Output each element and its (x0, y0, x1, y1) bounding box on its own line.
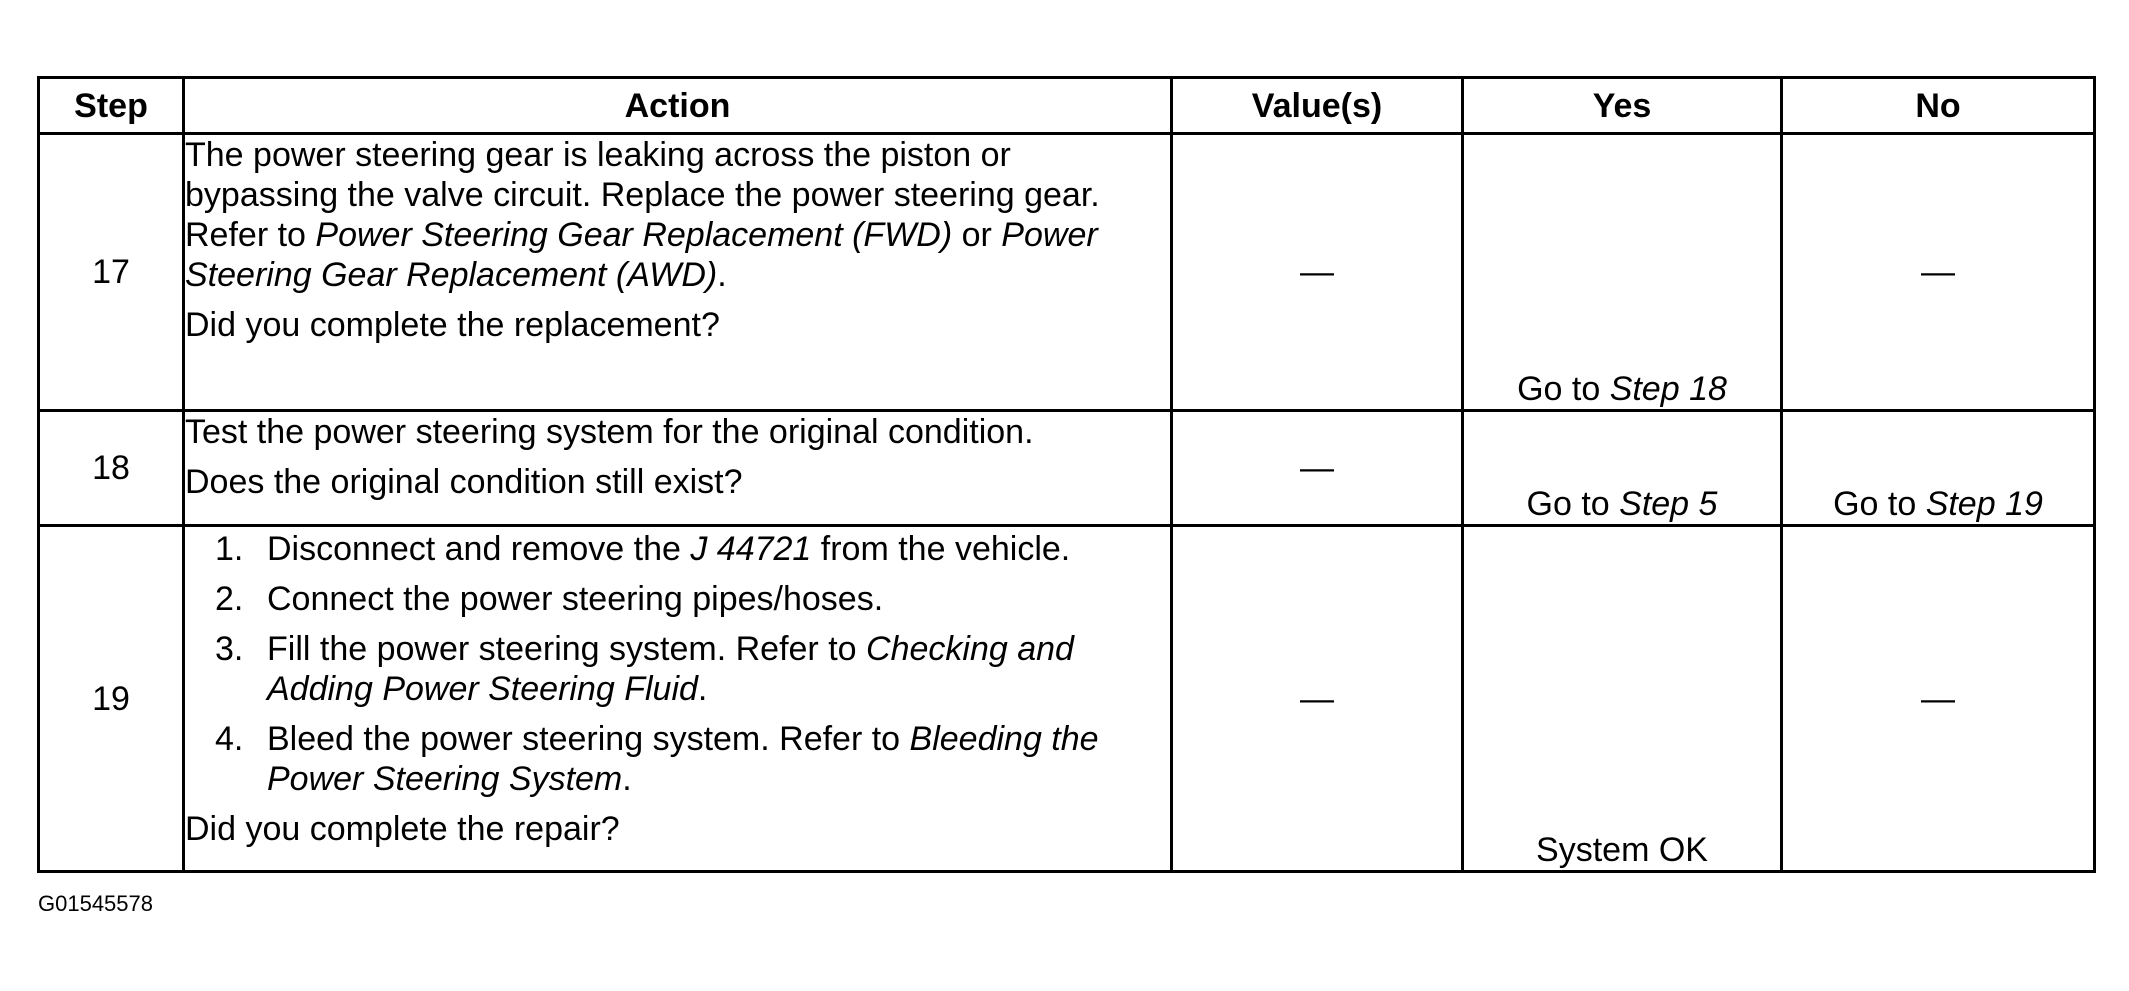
yes-text: Go to (1517, 370, 1610, 408)
substep-number: 3. (215, 630, 244, 668)
figure-id: G01545578 (38, 891, 153, 916)
action-text: or (952, 216, 1002, 254)
substep-text: Connect the power steering pipes/hoses. (267, 580, 884, 618)
procedure-link[interactable]: Power Steering Gear Replacement (FWD) (315, 216, 953, 254)
header-step: Step (39, 78, 184, 134)
no-text: Go to (1833, 485, 1926, 523)
header-action: Action (184, 78, 1172, 134)
table-row-step-19 (39, 526, 2095, 872)
action-cell (184, 411, 1172, 526)
yes-cell (1463, 134, 1782, 411)
header-values: Value(s) (1172, 78, 1463, 134)
substep-text: Bleed the power steering system. Refer to (267, 720, 910, 758)
yes-cell (1463, 411, 1782, 526)
action-instruction: Test the power steering system for the original condition. (185, 413, 1034, 451)
action-question: Does the original condition still exist? (185, 463, 743, 501)
substep-item (185, 629, 1170, 709)
procedure-link[interactable]: Bleeding the Power Steering System (267, 720, 1099, 798)
step-link[interactable]: Step 18 (1609, 370, 1727, 408)
table-row-step-18 (39, 411, 2095, 526)
no-cell: — (1782, 134, 2095, 411)
substep-item (185, 579, 1170, 619)
action-cell (184, 134, 1172, 411)
no-cell (1782, 411, 2095, 526)
table-row-step-17 (39, 134, 2095, 411)
substep-number: 2. (215, 580, 244, 618)
diagnostic-table (37, 76, 2096, 873)
yes-cell: System OK (1463, 526, 1782, 872)
action-text: . (717, 256, 727, 294)
substep-item (185, 719, 1170, 799)
action-question: Did you complete the repair? (185, 810, 620, 848)
yes-text: Go to (1526, 485, 1620, 523)
no-cell: — (1782, 526, 2095, 872)
substep-list (185, 529, 1170, 799)
substep-text: from the vehicle. (811, 530, 1071, 568)
substep-text: Disconnect and remove the (267, 530, 691, 568)
substep-text: Fill the power steering system. Refer to (267, 630, 867, 668)
step-number: 17 (39, 134, 184, 411)
action-question: Did you complete the replacement? (185, 306, 720, 344)
action-cell (184, 526, 1172, 872)
table-header-row (39, 78, 2095, 134)
action-instruction (185, 135, 1170, 295)
procedure-link[interactable]: Checking and Adding Power Steering Fluid (267, 630, 1074, 708)
procedure-link[interactable]: Power Steering Gear Replacement (AWD) (185, 216, 1098, 294)
substep-item (185, 529, 1170, 569)
step-link[interactable]: Step 5 (1619, 485, 1718, 523)
step-link[interactable]: Step 19 (1925, 485, 2043, 523)
action-text: The power steering gear is leaking across the piston or bypassing the valve circuit. Replace the power steering gear. Refer to (185, 136, 1100, 254)
substep-number: 1. (215, 530, 244, 568)
value-cell: — (1172, 134, 1463, 411)
header-no: No (1782, 78, 2095, 134)
step-number: 18 (39, 411, 184, 526)
header-yes: Yes (1463, 78, 1782, 134)
value-cell: — (1172, 411, 1463, 526)
substep-number: 4. (215, 720, 244, 758)
substep-text: . (622, 760, 632, 798)
substep-text: . (697, 670, 708, 708)
step-number: 19 (39, 526, 184, 872)
tool-reference[interactable]: J 44721 (690, 530, 812, 568)
value-cell: — (1172, 526, 1463, 872)
